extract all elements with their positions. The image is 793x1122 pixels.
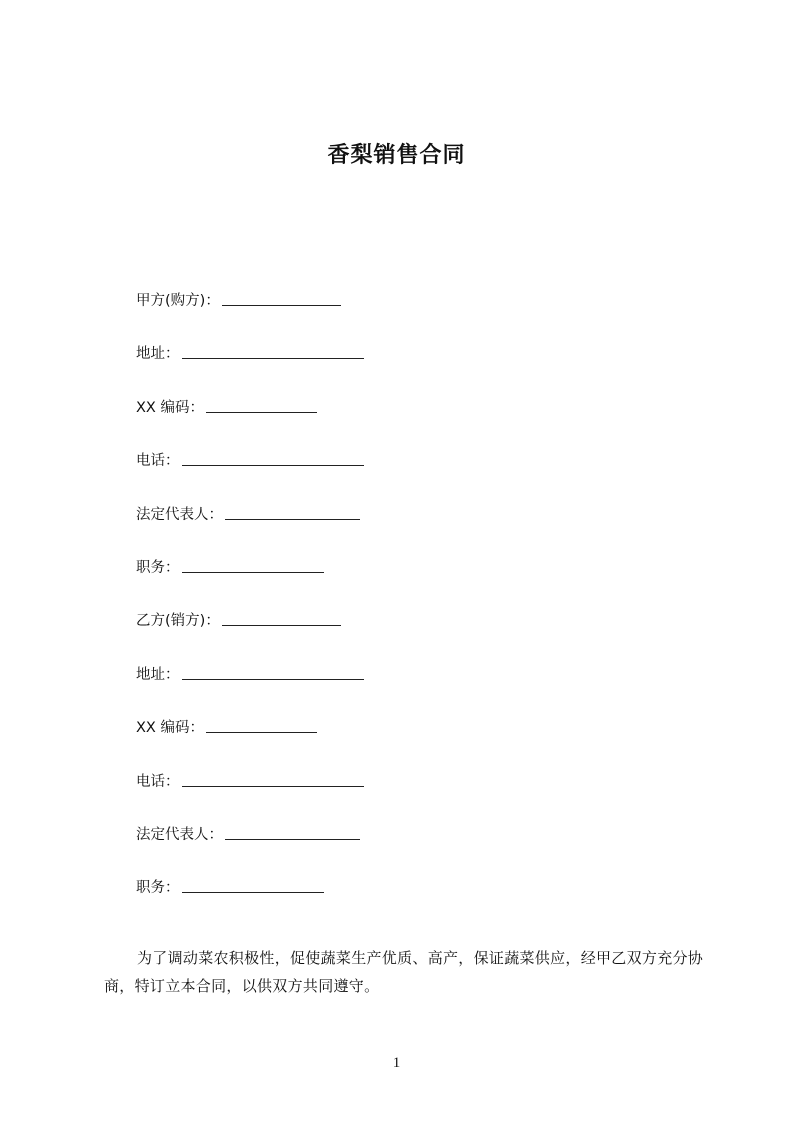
page-number: 1	[392, 1055, 401, 1071]
blank-line	[206, 395, 317, 413]
blank-line	[225, 502, 360, 520]
field-seller-postcode	[136, 716, 736, 769]
field-buyer	[136, 289, 736, 342]
field-seller-phone	[136, 770, 736, 823]
field-label: XX 编码：	[136, 399, 204, 416]
field-label: 乙方(销方)：	[136, 613, 220, 630]
blank-line	[182, 769, 364, 787]
field-label: 职务：	[136, 880, 180, 897]
blank-line	[182, 555, 324, 573]
field-label: 法定代表人：	[136, 506, 223, 523]
field-label: 地址：	[136, 666, 180, 683]
document-title: 香梨销售合同	[327, 143, 466, 168]
field-label: 电话：	[136, 773, 180, 790]
field-buyer-representative	[136, 503, 736, 556]
field-seller	[136, 609, 736, 662]
field-label: 甲方(购方)：	[136, 293, 220, 309]
field-buyer-phone	[136, 449, 736, 502]
field-seller-position	[136, 876, 736, 929]
field-seller-address	[136, 663, 736, 716]
blank-line	[182, 875, 324, 893]
field-label: 电话：	[136, 453, 180, 470]
field-buyer-postcode	[136, 396, 736, 449]
field-label: XX 编码：	[136, 720, 204, 737]
blank-line	[206, 715, 317, 733]
field-seller-representative	[136, 823, 736, 876]
field-buyer-position	[136, 556, 736, 609]
blank-line	[182, 448, 364, 466]
blank-line	[182, 662, 364, 680]
field-label: 法定代表人：	[136, 826, 223, 843]
blank-line	[222, 608, 341, 626]
blank-line	[222, 288, 341, 306]
contract-preamble: 为了调动菜农积极性，促使蔬菜生产优质、高产，保证蔬菜供应，经甲乙双方充分协商，特订立本合同，以供双方共同遵守。	[104, 949, 704, 995]
party-info-fields	[136, 289, 736, 930]
field-buyer-address	[136, 342, 736, 395]
blank-line	[182, 341, 364, 359]
field-label: 职务：	[136, 559, 180, 576]
field-label: 地址：	[136, 346, 180, 363]
blank-line	[225, 822, 360, 840]
